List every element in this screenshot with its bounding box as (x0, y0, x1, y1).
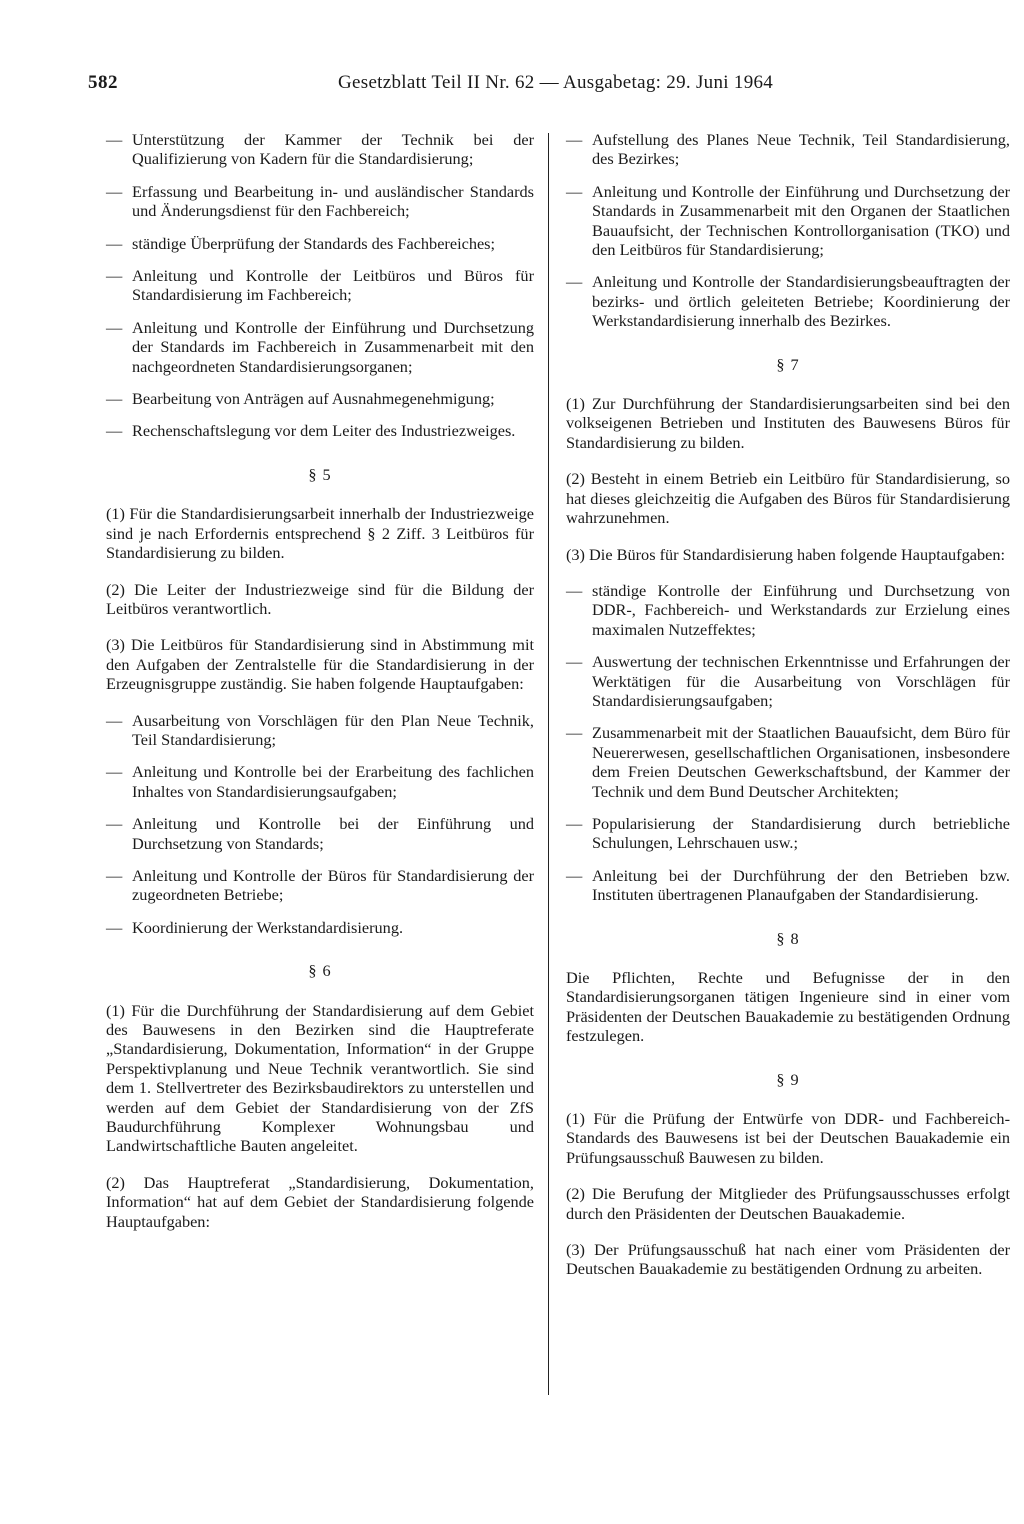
paragraph: (2) Die Leiter der Industriezweige sind für die Bildung der Leitbüros verantwortlich. (106, 579, 534, 618)
list-item: — Anleitung und Kontrolle der Einführung und Durchsetzung der Standards in Zusammenarbeit mit den Organen der Staatlichen Bauaufsicht, der Technischen Kontrollorganisation (TKO) und den Leitbüros für Standardisierung; (566, 181, 1010, 260)
dash-bullet: — (566, 181, 583, 201)
paragraph: (2) Das Hauptreferat „Standardisierung, Dokumentation, Information“ hat auf dem Gebiet der Standardisierung folgende Hauptaufgaben: (106, 1172, 534, 1231)
list-item: — Anleitung und Kontrolle der Einführung und Durchsetzung der Standards im Fachbereich in Zusammenarbeit mit den nachgeordneten Standardisierungsorganen; (106, 317, 534, 376)
paragraph: (3) Der Prüfungsausschuß hat nach einer vom Präsidenten der Deutschen Bauakademie zu bestätigenden Ordnung zu arbeiten. (566, 1240, 1010, 1279)
dash-bullet: — (106, 130, 123, 149)
task-list-b (106, 711, 534, 938)
list-item: — Anleitung und Kontrolle bei der Einführung und Durchsetzung von Standards; (106, 814, 534, 853)
list-item: — Ausarbeitung von Vorschlägen für den Plan Neue Technik, Teil Standardisierung; (106, 710, 534, 749)
dash-bullet: — (106, 266, 123, 286)
column-divider (548, 133, 549, 1395)
dash-bullet: — (566, 813, 583, 833)
dash-bullet: — (106, 917, 123, 937)
right-column (566, 130, 1010, 1296)
dash-bullet: — (106, 814, 123, 834)
list-item: — Auswertung der technischen Erkenntnisse und Erfahrungen der Werktätigen für die Ausarbeitung von Vorschlägen für Standardisierungsaufgaben; (566, 652, 1010, 710)
list-item: — Anleitung und Kontrolle der Standardisierungsbeauftragten der bezirks- und örtlich geleiteten Betriebe; Koordinierung der Werkstandardisierung innerhalb des Bezirkes. (566, 272, 1010, 331)
list-item: — Anleitung und Kontrolle der Leitbüros und Büros für Standardisierung im Fachbereich; (106, 266, 534, 305)
dash-bullet: — (566, 130, 583, 149)
dash-bullet: — (106, 710, 123, 730)
list-item: — Anleitung bei der Durchführung der den Betrieben bzw. Instituten übertragenen Planaufgaben der Standardisierung. (566, 865, 1010, 905)
left-column (106, 130, 534, 1248)
list-item: — ständige Kontrolle der Einführung und Durchsetzung von DDR-, Fachbereich- und Werkstandards zur Erzielung eines maximalen Nutzeffektes; (566, 580, 1010, 639)
dash-bullet: — (566, 272, 583, 292)
paragraph: Die Pflichten, Rechte und Befugnisse der in den Standardisierungsorganen tätigen Ingenieure sind in einer vom Präsidenten der Deutschen Bauakademie zu bestätigenden Ordnung festzulegen. (566, 968, 1010, 1046)
section-heading-6: § 6 (308, 961, 332, 981)
task-list-c (566, 130, 1010, 331)
dash-bullet: — (106, 762, 123, 782)
dash-bullet: — (106, 865, 123, 885)
list-item: — Anleitung und Kontrolle der Büros für Standardisierung der zugeordneten Betriebe; (106, 865, 534, 905)
paragraph: (1) Für die Prüfung der Entwürfe von DDR- und Fachbereich-Standards des Bauwesens ist bei der Deutschen Bauakademie ein Prüfungsausschuß Bauwesen zu bilden. (566, 1109, 1010, 1167)
list-item: — Zusammenarbeit mit der Staatlichen Bauaufsicht, dem Büro für Neuererwesen, gesellschaftlichen Organisationen, insbesondere dem Freien Deutschen Gewerkschaftsbund, der Kammer der Technik und dem Bund Deutscher Architekten; (566, 723, 1010, 801)
dash-bullet: — (566, 723, 583, 743)
dash-bullet: — (106, 181, 123, 201)
list-item: — Koordinierung der Werkstandardisierung. (106, 917, 404, 937)
dash-bullet: — (566, 580, 583, 600)
dash-bullet: — (106, 317, 123, 337)
list-item: — Popularisierung der Standardisierung durch betriebliche Schulungen, Lehrschauen usw.; (566, 813, 1010, 853)
list-item: — Anleitung und Kontrolle bei der Erarbeitung des fachlichen Inhaltes von Standardisierungsaufgaben; (106, 762, 534, 801)
paragraph: (1) Für die Standardisierungsarbeit innerhalb der Industriezweige sind je nach Erfordernis entsprechend § 2 Ziff. 3 Leitbüros für Standardisierung zu bilden. (106, 504, 534, 563)
dash-bullet: — (106, 389, 123, 409)
paragraph: (3) Die Büros für Standardisierung haben folgende Hauptaufgaben: (566, 544, 1006, 564)
paragraph: (2) Besteht in einem Betrieb ein Leitbüro für Standardisierung, so hat dieses gleichzeitig die Aufgaben des Büros für Standardisierung wahrzunehmen. (566, 469, 1010, 528)
list-item: — Bearbeitung von Anträgen auf Ausnahmegenehmigung; (106, 389, 495, 409)
task-list-a (106, 130, 534, 441)
task-list-d (566, 581, 1010, 905)
dash-bullet: — (106, 233, 123, 253)
dash-bullet: — (106, 421, 123, 441)
dash-bullet: — (566, 652, 583, 672)
list-item: — ständige Überprüfung der Standards des Fachbereiches; (106, 233, 496, 253)
list-item: — Unterstützung der Kammer der Technik bei der Qualifizierung von Kadern für die Standardisierung; (106, 130, 534, 169)
list-item: — Erfassung und Bearbeitung in- und ausländischer Standards und Änderungsdienst für den Fachbereich; (106, 181, 534, 221)
paragraph: (3) Die Leitbüros für Standardisierung sind in Abstimmung mit den Aufgaben der Zentralstelle für die Standardisierung in der Erzeugnisgruppe zuständig. Sie haben folgende Hauptaufgaben: (106, 635, 534, 694)
list-item: — Aufstellung des Planes Neue Technik, Teil Standardisierung, des Bezirkes; (566, 130, 1010, 169)
paragraph: (1) Für die Durchführung der Standardisierung auf dem Gebiet des Bauwesens in den Bezirken sind die Hauptreferate „Standardisierung, Dokumentation, Information“ in der Gruppe Perspektivplanung und Neue Technik verantwortlich. Sie sind dem 1. Stellvertreter des Bezirksbaudirektors zu unterstellen und werden auf dem Gebiet der Standardisierung von der ZfS Baudurchführung Komplexer Wohnungsbau und Landwirtschaftliche Bauten angeleitet. (106, 1000, 534, 1156)
section-heading-9: § 9 (776, 1069, 800, 1089)
running-title: Gesetzblatt Teil II Nr. 62 — Ausgabetag: 29. Juni 1964 (338, 72, 774, 93)
page-number: 582 (88, 72, 118, 93)
dash-bullet: — (566, 865, 583, 885)
paragraph: (1) Zur Durchführung der Standardisierungsarbeiten sind bei den volkseigenen Betrieben und Instituten des Bauwesens Büros für Standardisierung zu bilden. (566, 394, 1010, 452)
list-item: — Rechenschaftslegung vor dem Leiter des Industriezweiges. (106, 421, 516, 441)
paragraph: (2) Die Berufung der Mitglieder des Prüfungsausschusses erfolgt durch den Präsidenten der Deutschen Bauakademie. (566, 1184, 1010, 1223)
section-heading-5: § 5 (308, 464, 332, 484)
section-heading-7: § 7 (776, 354, 800, 374)
section-heading-8: § 8 (776, 928, 800, 948)
